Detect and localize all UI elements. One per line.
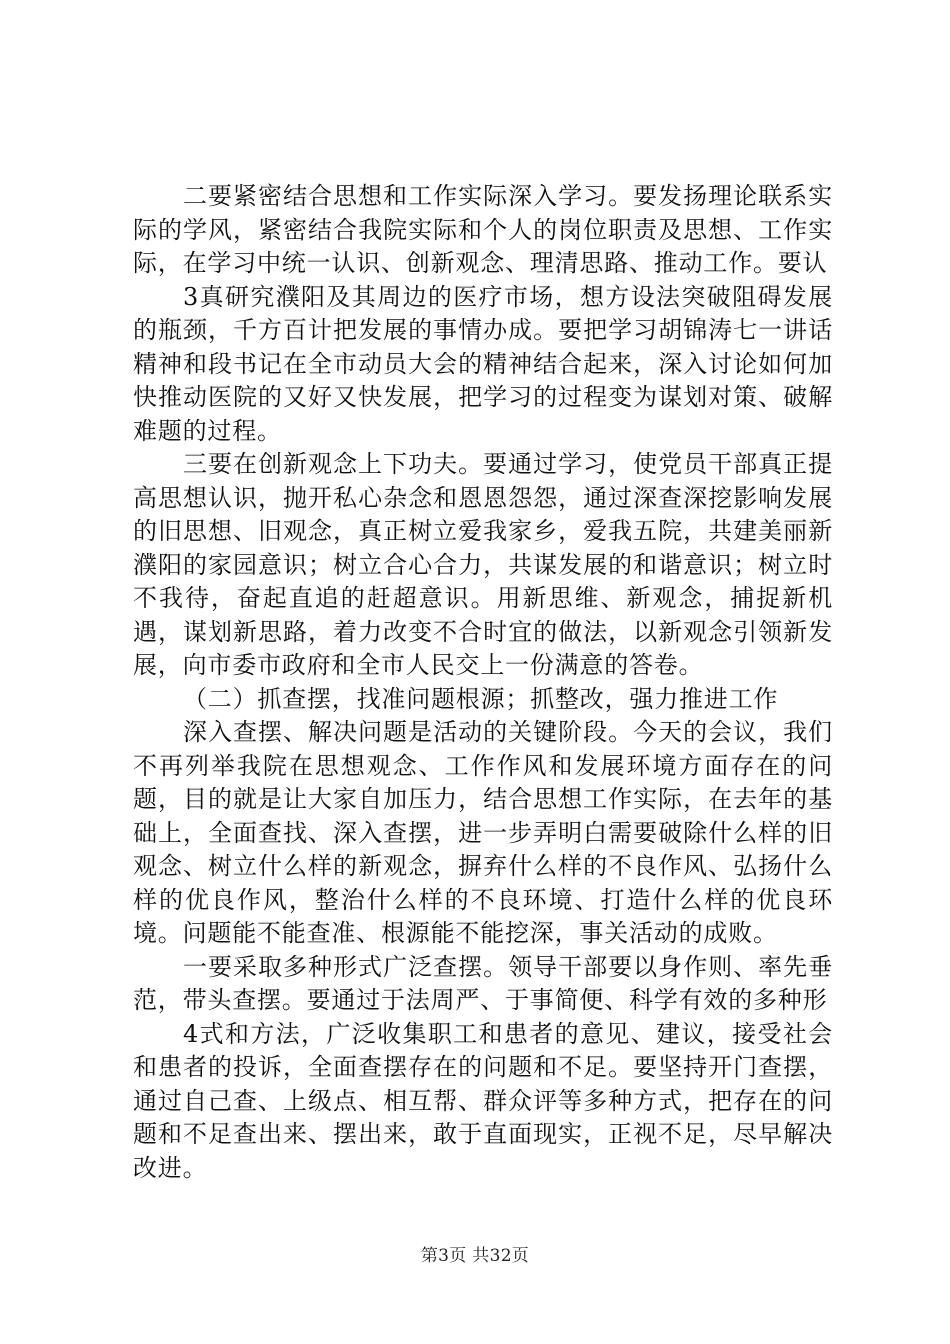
paragraph-4: 深入查摆、解决问题是活动的关键阶段。今天的会议，我们不再列举我院在思想观念、工作作风和发展环境方面存在的问题，目的就是让大家自加压力，结合思想工作实际，在去年的基础上，全面查找、深入查摆，进一步弄明白需要破除什么样的旧观念、树立什么样的新观念，摒弃什么样的不良作风、弘扬什么样的优良作风，整治什么样的不良环境、打造什么样的优良环境。问题能不能查准、根源能不能挖深，事关活动的成败。 (133, 718, 833, 947)
document-body (133, 180, 833, 1185)
paragraph-5: 一要采取多种形式广泛查摆。领导干部要以身作则、率先垂范，带头查摆。要通过于法周严、于事简便、科学有效的多种形 (133, 952, 833, 1014)
paragraph-3: 三要在创新观念上下功夫。要通过学习，使党员干部真正提高思想认识，抛开私心杂念和恩恩怨怨，通过深查深挖影响发展的旧思想、旧观念，真正树立爱我家乡，爱我五院，共建美丽新濮阳的家园意识；树立合心合力，共谋发展的和谐意识；树立时不我待，奋起直追的赶超意识。用新思维、新观念，捕捉新机遇，谋划新思路，着力改变不合时宜的做法，以新观念引领新发展，向市委市政府和全市人民交上一份满意的答卷。 (133, 450, 833, 679)
page-footer: 第3页 共32页 (420, 1246, 530, 1266)
section-heading: （二）抓查摆，找准问题根源；抓整改，强力推进工作 (183, 684, 779, 713)
paragraph-2: 3真研究濮阳及其周边的医疗市场，想方设法突破阻碍发展的瓶颈，千方百计把发展的事情办成。要把学习胡锦涛七一讲话精神和段书记在全市动员大会的精神结合起来，深入讨论如何加快推动医院的又好又快发展，把学习的过程变为谋划对策、破解难题的过程。 (133, 282, 833, 445)
paragraph-1: 二要紧密结合思想和工作实际深入学习。要发扬理论联系实际的学风，紧密结合我院实际和个人的岗位职责及思想、工作实际，在学习中统一认识、创新观念、理清思路、推动工作。要认 (133, 182, 833, 277)
paragraph-6: 4式和方法，广泛收集职工和患者的意见、建议，接受社会和患者的投诉，全面查摆存在的问题和不足。要坚持开门查摆，通过自己查、上级点、相互帮、群众评等多种方式，把存在的问题和不足查出来、摆出来，敢于直面现实，正视不足，尽早解决改进。 (133, 1019, 833, 1182)
